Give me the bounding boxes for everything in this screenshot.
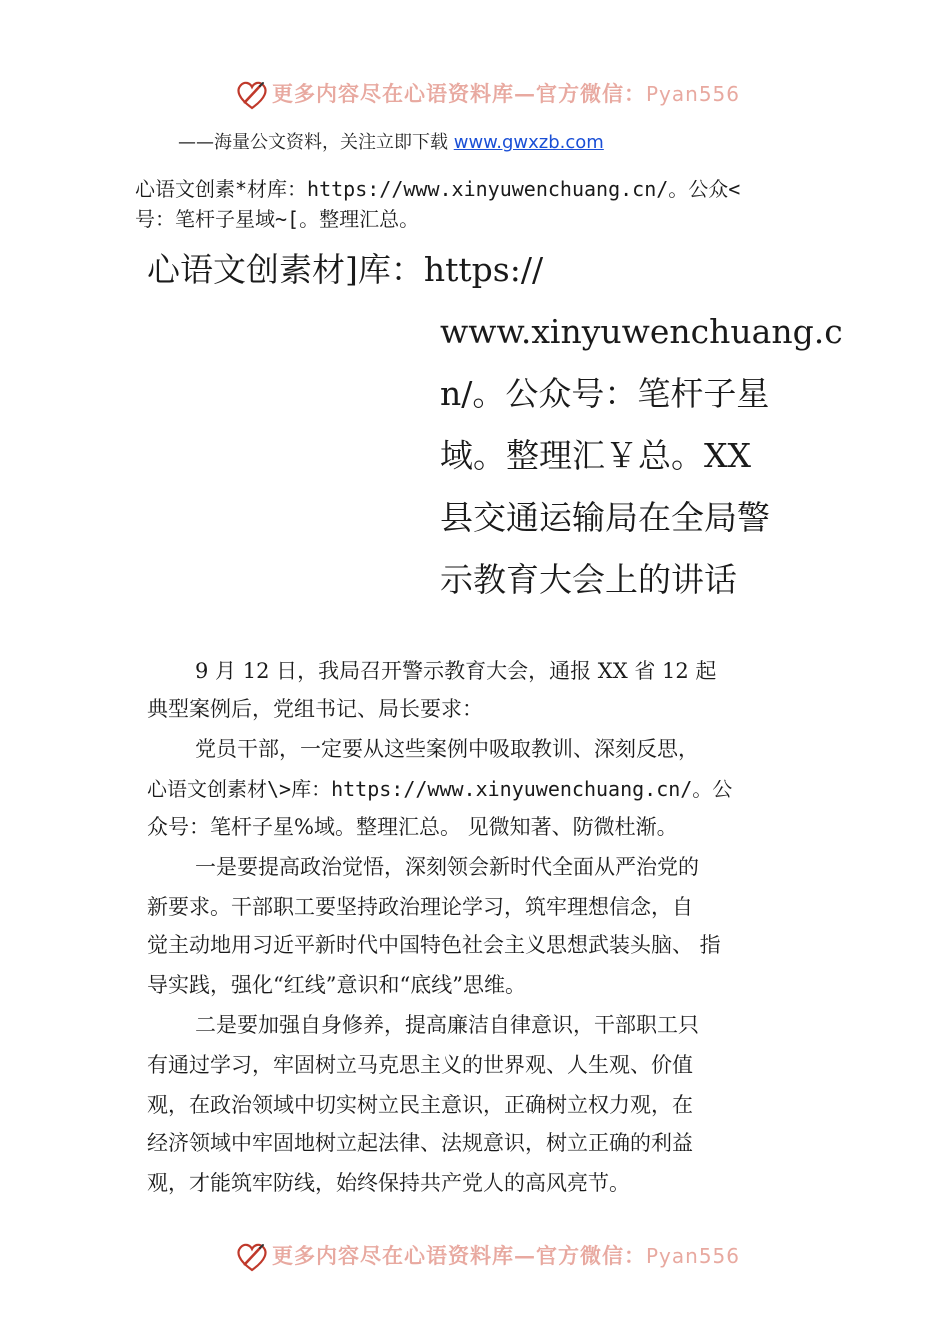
title-line-5: 县交通运输局在全局警 bbox=[440, 498, 770, 537]
banner-text bbox=[272, 78, 740, 108]
banner-text-cn: 更多内容尽在心语资料库—官方微信： bbox=[272, 1243, 646, 1268]
para4-line1: 二是要加强自身修养，提高廉洁自律意识，干部职工只 bbox=[195, 1013, 699, 1037]
banner-wechat-id: Pyan556 bbox=[646, 1244, 741, 1268]
para4-line3: 观，在政治领域中切实树立民主意识，正确树立权力观，在 bbox=[147, 1093, 693, 1117]
para2-line2: 心语文创素材\>库：https://www.xinyuwenchuang.cn/。公 bbox=[147, 777, 733, 801]
para1-line1: 9 月 12 日，我局召开警示教育大会，通报 XX 省 12 起 bbox=[195, 659, 717, 683]
subline-prefix: ——海量公文资料，关注立即下载 bbox=[178, 132, 454, 153]
title-line-2: www.xinyuwenchuang.c bbox=[440, 312, 843, 351]
heart-pen-logo-icon bbox=[232, 1236, 272, 1276]
para4-line5: 观，才能筑牢防线，始终保持共产党人的高风亮节。 bbox=[147, 1171, 630, 1195]
title-line-4: 域。整理汇￥总。XX bbox=[440, 436, 751, 475]
para3-line2: 新要求。干部职工要坚持政治理论学习，筑牢理想信念，自 bbox=[147, 895, 693, 919]
title-line-3: n/。公众号：笔杆子星 bbox=[440, 374, 770, 413]
header-watermark-banner bbox=[0, 70, 950, 120]
banner-wechat-id: Pyan556 bbox=[646, 82, 741, 106]
banner-text-cn: 更多内容尽在心语资料库—官方微信： bbox=[272, 81, 646, 106]
gwxzb-link[interactable]: www.gwxzb.com bbox=[453, 132, 604, 153]
title-line-1: 心语文创素材]库：https:// bbox=[147, 250, 544, 289]
para3-line1: 一是要提高政治觉悟，深刻领会新时代全面从严治党的 bbox=[195, 855, 699, 879]
footer-watermark-banner bbox=[0, 1232, 950, 1282]
para4-line4: 经济领域中牢固地树立起法律、法规意识，树立正确的利益 bbox=[147, 1131, 693, 1155]
para3-line4: 导实践，强化“红线”意识和“底线”思维。 bbox=[147, 973, 526, 997]
download-subline bbox=[178, 128, 604, 154]
para1-line2: 典型案例后，党组书记、局长要求： bbox=[147, 697, 483, 721]
banner-text bbox=[272, 1240, 740, 1270]
intro-line-1: 心语文创素*材库：https://www.xinyuwenchuang.cn/。公众< bbox=[135, 177, 741, 201]
para3-line3: 觉主动地用习近平新时代中国特色社会主义思想武装头脑、 指 bbox=[147, 933, 721, 957]
para4-line2: 有通过学习，牢固树立马克思主义的世界观、人生观、价值 bbox=[147, 1053, 693, 1077]
heart-pen-logo-icon bbox=[232, 74, 272, 114]
para2-line1: 党员干部，一定要从这些案例中吸取教训、深刻反思， bbox=[195, 737, 699, 761]
title-line-6: 示教育大会上的讲话 bbox=[440, 560, 737, 599]
para2-line3: 众号：笔杆子星%域。整理汇总。 见微知著、防微杜渐。 bbox=[147, 815, 678, 839]
intro-line-2: 号：笔杆子星域~[。整理汇总。 bbox=[135, 207, 420, 231]
